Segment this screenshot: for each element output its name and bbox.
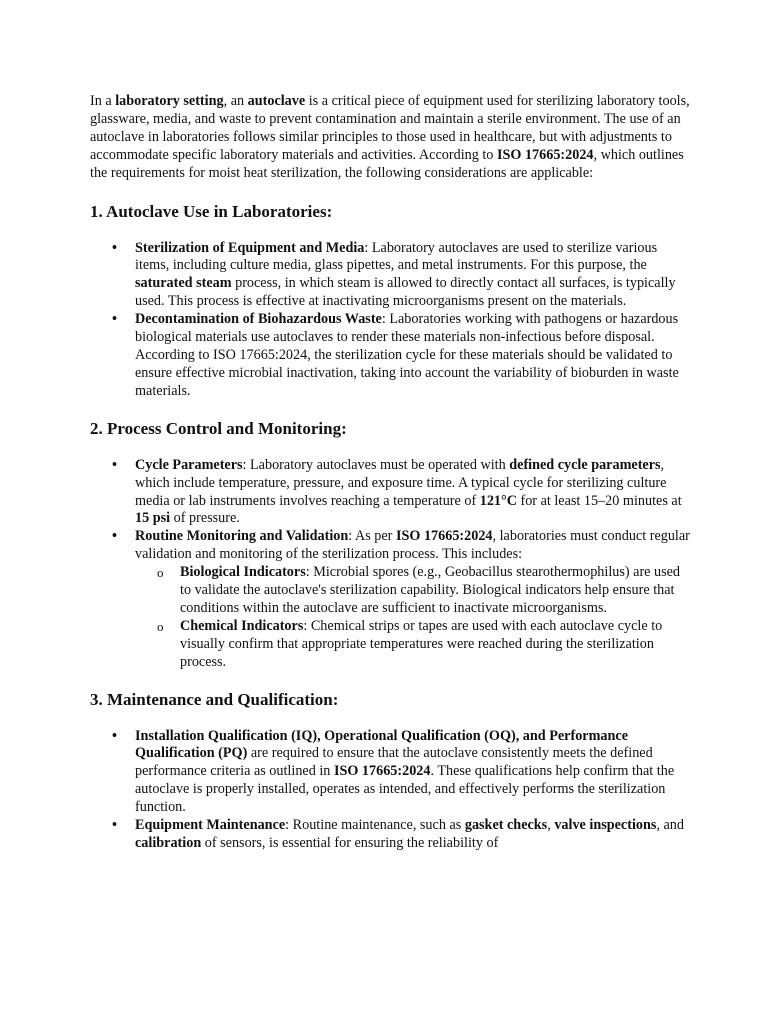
section-1-list (90, 240, 690, 401)
sub-list (135, 564, 690, 671)
section-heading-3: 3. Maintenance and Qualification: (90, 689, 339, 709)
list-item: • Decontamination of Biohazardous Waste: Laboratories working with pathogens or hazardous biological materials use autoclaves to render these materials non-infectious before disposal. According to ISO 17665:2024, the sterilization cycle for these materials should be validated to ensure effective microbial inactivation, taking into account the variability of bioburden in waste materials. (90, 311, 690, 401)
list-item: • Installation Qualification (IQ), Operational Qualification (OQ), and Performance Qualification (PQ) are required to ensure that the autoclave consistently meets the defined performance criteria as outlined in ISO 17665:2024. These qualifications help confirm that the autoclave is properly installed, operates as intended, and effectively performs the sterilization function. (90, 728, 690, 818)
list-item: • Sterilization of Equipment and Media: Laboratory autoclaves are used to sterilize various items, including culture media, glass pipettes, and metal instruments. For this purpose, the saturated steam process, in which steam is allowed to directly contact all surfaces, is typically used. This process is effective at inactivating microorganisms present on the materials. (90, 240, 690, 312)
sub-list-item: o Biological Indicators: Microbial spores (e.g., Geobacillus stearothermophilus) are used to validate the autoclave's sterilization capability. Biological indicators help ensure that conditions within the autoclave are sufficient to inactivate microorganisms. (135, 564, 690, 618)
section-2-list (90, 457, 690, 672)
list-item: • Equipment Maintenance: Routine maintenance, such as gasket checks, valve inspections, and calibration of sensors, is essential for ensuring the reliability of (90, 817, 690, 853)
intro-paragraph: In a laboratory setting, an autoclave is a critical piece of equipment used for sterilizing laboratory tools, glassware, media, and waste to prevent contamination and maintain a sterile environment. The use of an autoclave in laboratories follows similar principles to those used in healthcare, but with adjustments to accommodate specific laboratory materials and activities. According to ISO 17665:2024, which outlines the requirements for moist heat sterilization, the following considerations are applicable: (90, 93, 690, 181)
list-item: • Cycle Parameters: Laboratory autoclaves must be operated with defined cycle parameters, which include temperature, pressure, and exposure time. A typical cycle for sterilizing culture media or lab instruments involves reaching a temperature of 121°C for at least 15–20 minutes at 15 psi of pressure. (90, 457, 690, 529)
section-heading-2: 2. Process Control and Monitoring: (90, 418, 347, 438)
section-3-list (90, 728, 690, 853)
document-page (90, 93, 690, 853)
sub-list-item: o Chemical Indicators: Chemical strips or tapes are used with each autoclave cycle to visually confirm that appropriate temperatures were reached during the sterilization process. (135, 618, 690, 672)
section-heading-1: 1. Autoclave Use in Laboratories: (90, 201, 333, 221)
list-item: • Routine Monitoring and Validation: As per ISO 17665:2024, laboratories must conduct regular validation and monitoring of the sterilization process. This includes: o Biological Indicators: Microbial spores (e.g., Geobacillus stearothermophilus) are used to validate the autoclave's sterilization capability. Biological indicators help ensure that conditions within the autoclave are sufficient to inactivate microorganisms. o Chemical Indicators: Chemical strips or tapes are used with each autoclave cycle to visually confirm that appropriate temperatures were reached during the sterilization process. (90, 528, 690, 671)
